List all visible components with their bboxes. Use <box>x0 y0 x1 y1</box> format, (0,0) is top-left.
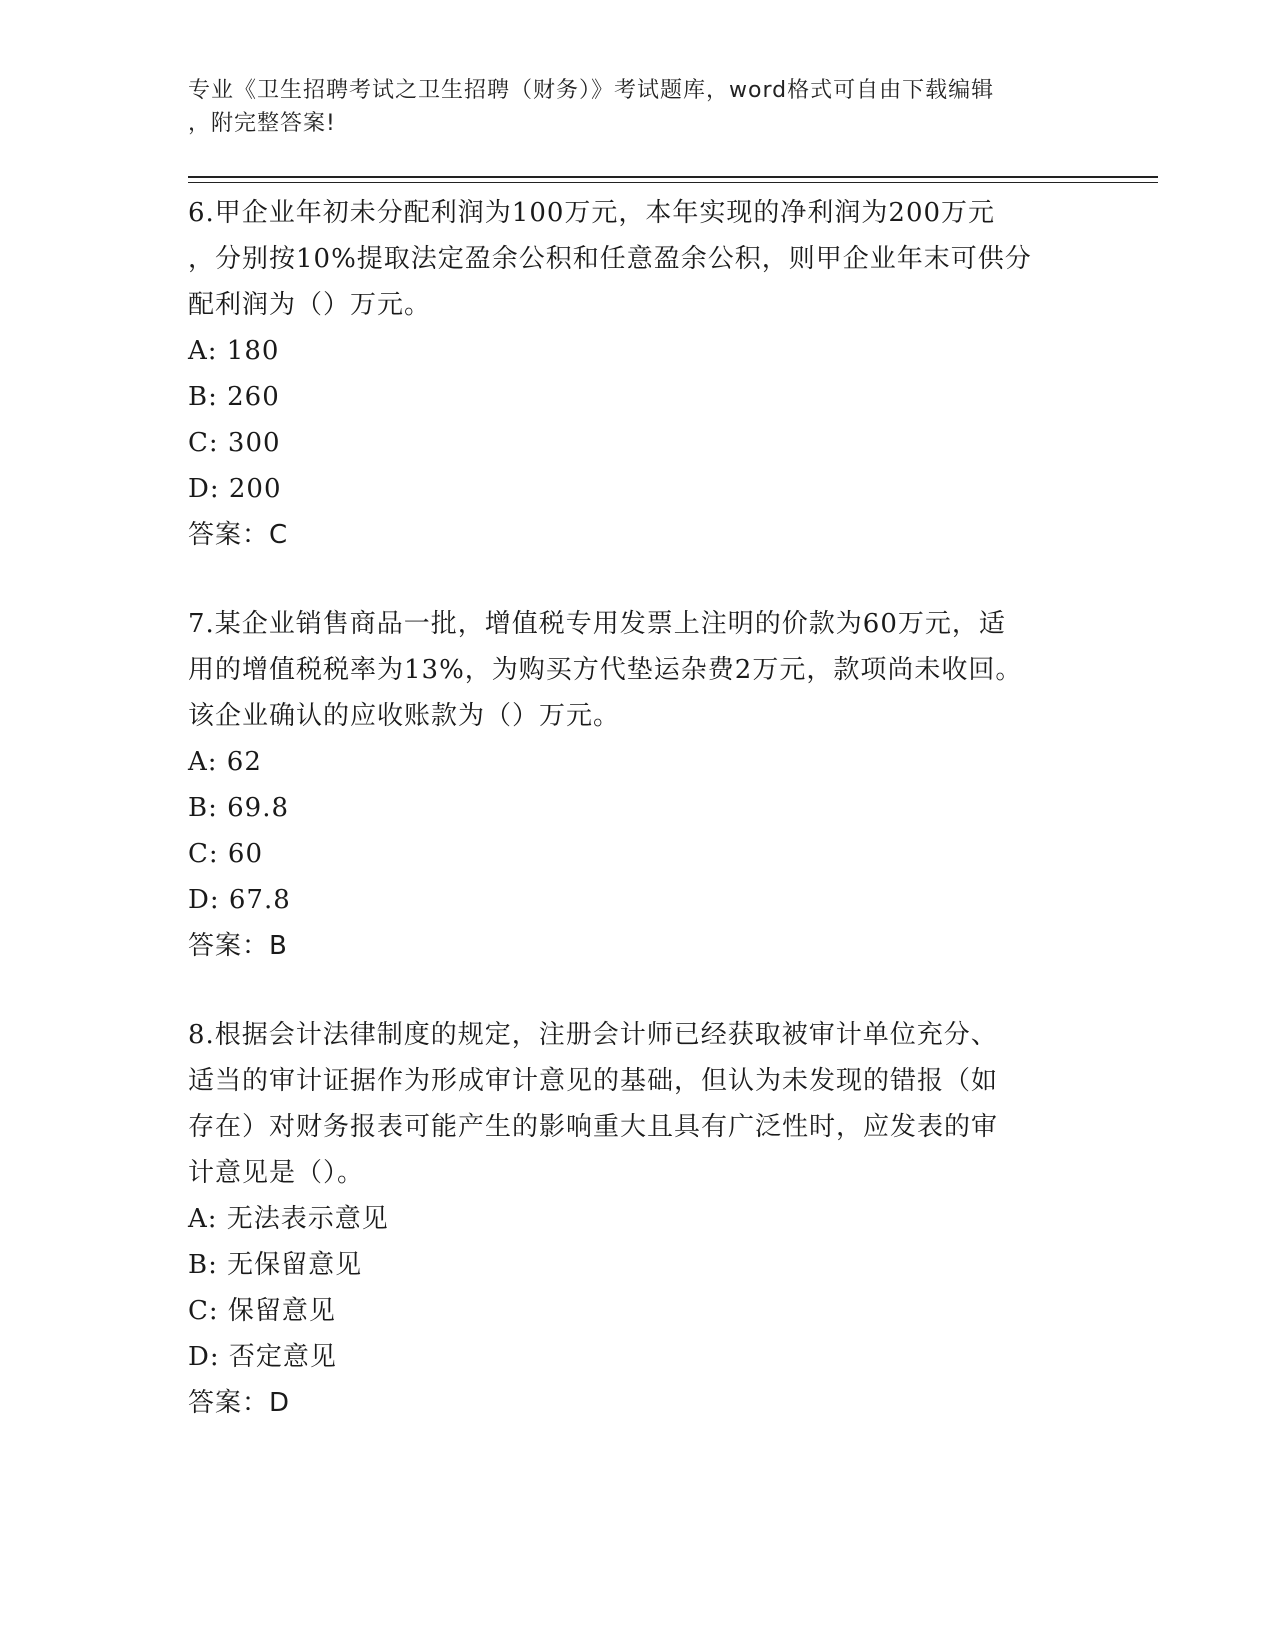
option-b: B: 无保留意见 <box>188 1250 363 1280</box>
answer: 答案：C <box>188 520 289 550</box>
answer: 答案：B <box>188 931 288 961</box>
question-line: 8.根据会计法律制度的规定，注册会计师已经获取被审计单位充分、 <box>188 1020 998 1050</box>
question-line: 配利润为（）万元。 <box>188 290 432 320</box>
question-text <box>188 190 1088 328</box>
option-b: B: 260 <box>188 382 280 412</box>
question-text <box>188 601 1088 739</box>
question-line: 计意见是（）。 <box>188 1158 365 1188</box>
question-line: 适当的审计证据作为形成审计意见的基础，但认为未发现的错报（如 <box>188 1066 999 1096</box>
option-d: D: 200 <box>188 474 282 504</box>
question-line: 该企业确认的应收账款为（）万元。 <box>188 701 621 731</box>
question-line: 存在）对财务报表可能产生的影响重大且具有广泛性时，应发表的审 <box>188 1112 999 1142</box>
option-a: A: 无法表示意见 <box>188 1204 389 1234</box>
option-c: C: 300 <box>188 428 281 458</box>
option-c: C: 保留意见 <box>188 1296 336 1326</box>
answer: 答案：D <box>188 1388 291 1418</box>
option-a: A: 180 <box>188 336 280 366</box>
header-line-1: 专业《卫生招聘考试之卫生招聘（财务）》考试题库，word格式可自由下载编辑 <box>188 78 995 103</box>
question-line: 7.某企业销售商品一批，增值税专用发票上注明的价款为60万元，适 <box>188 609 1006 639</box>
question-line: 用的增值税税率为13%，为购买方代垫运杂费2万元，款项尚未收回。 <box>188 655 1023 685</box>
document-header <box>188 74 1088 140</box>
question-text <box>188 1012 1088 1196</box>
option-c: C: 60 <box>188 839 264 869</box>
option-b: B: 69.8 <box>188 793 290 823</box>
question-line: 6.甲企业年初未分配利润为100万元，本年实现的净利润为200万元 <box>188 198 996 228</box>
option-d: D: 67.8 <box>188 885 291 915</box>
option-a: A: 62 <box>188 747 262 777</box>
question-8 <box>188 1012 1088 1426</box>
header-divider-thin <box>188 182 1158 183</box>
option-d: D: 否定意见 <box>188 1342 337 1372</box>
header-line-2: ，附完整答案! <box>188 111 336 136</box>
question-6 <box>188 190 1088 558</box>
header-divider-thick <box>188 176 1158 178</box>
question-line: ，分别按10%提取法定盈余公积和任意盈余公积，则甲企业年末可供分 <box>188 244 1032 274</box>
question-7 <box>188 601 1088 969</box>
